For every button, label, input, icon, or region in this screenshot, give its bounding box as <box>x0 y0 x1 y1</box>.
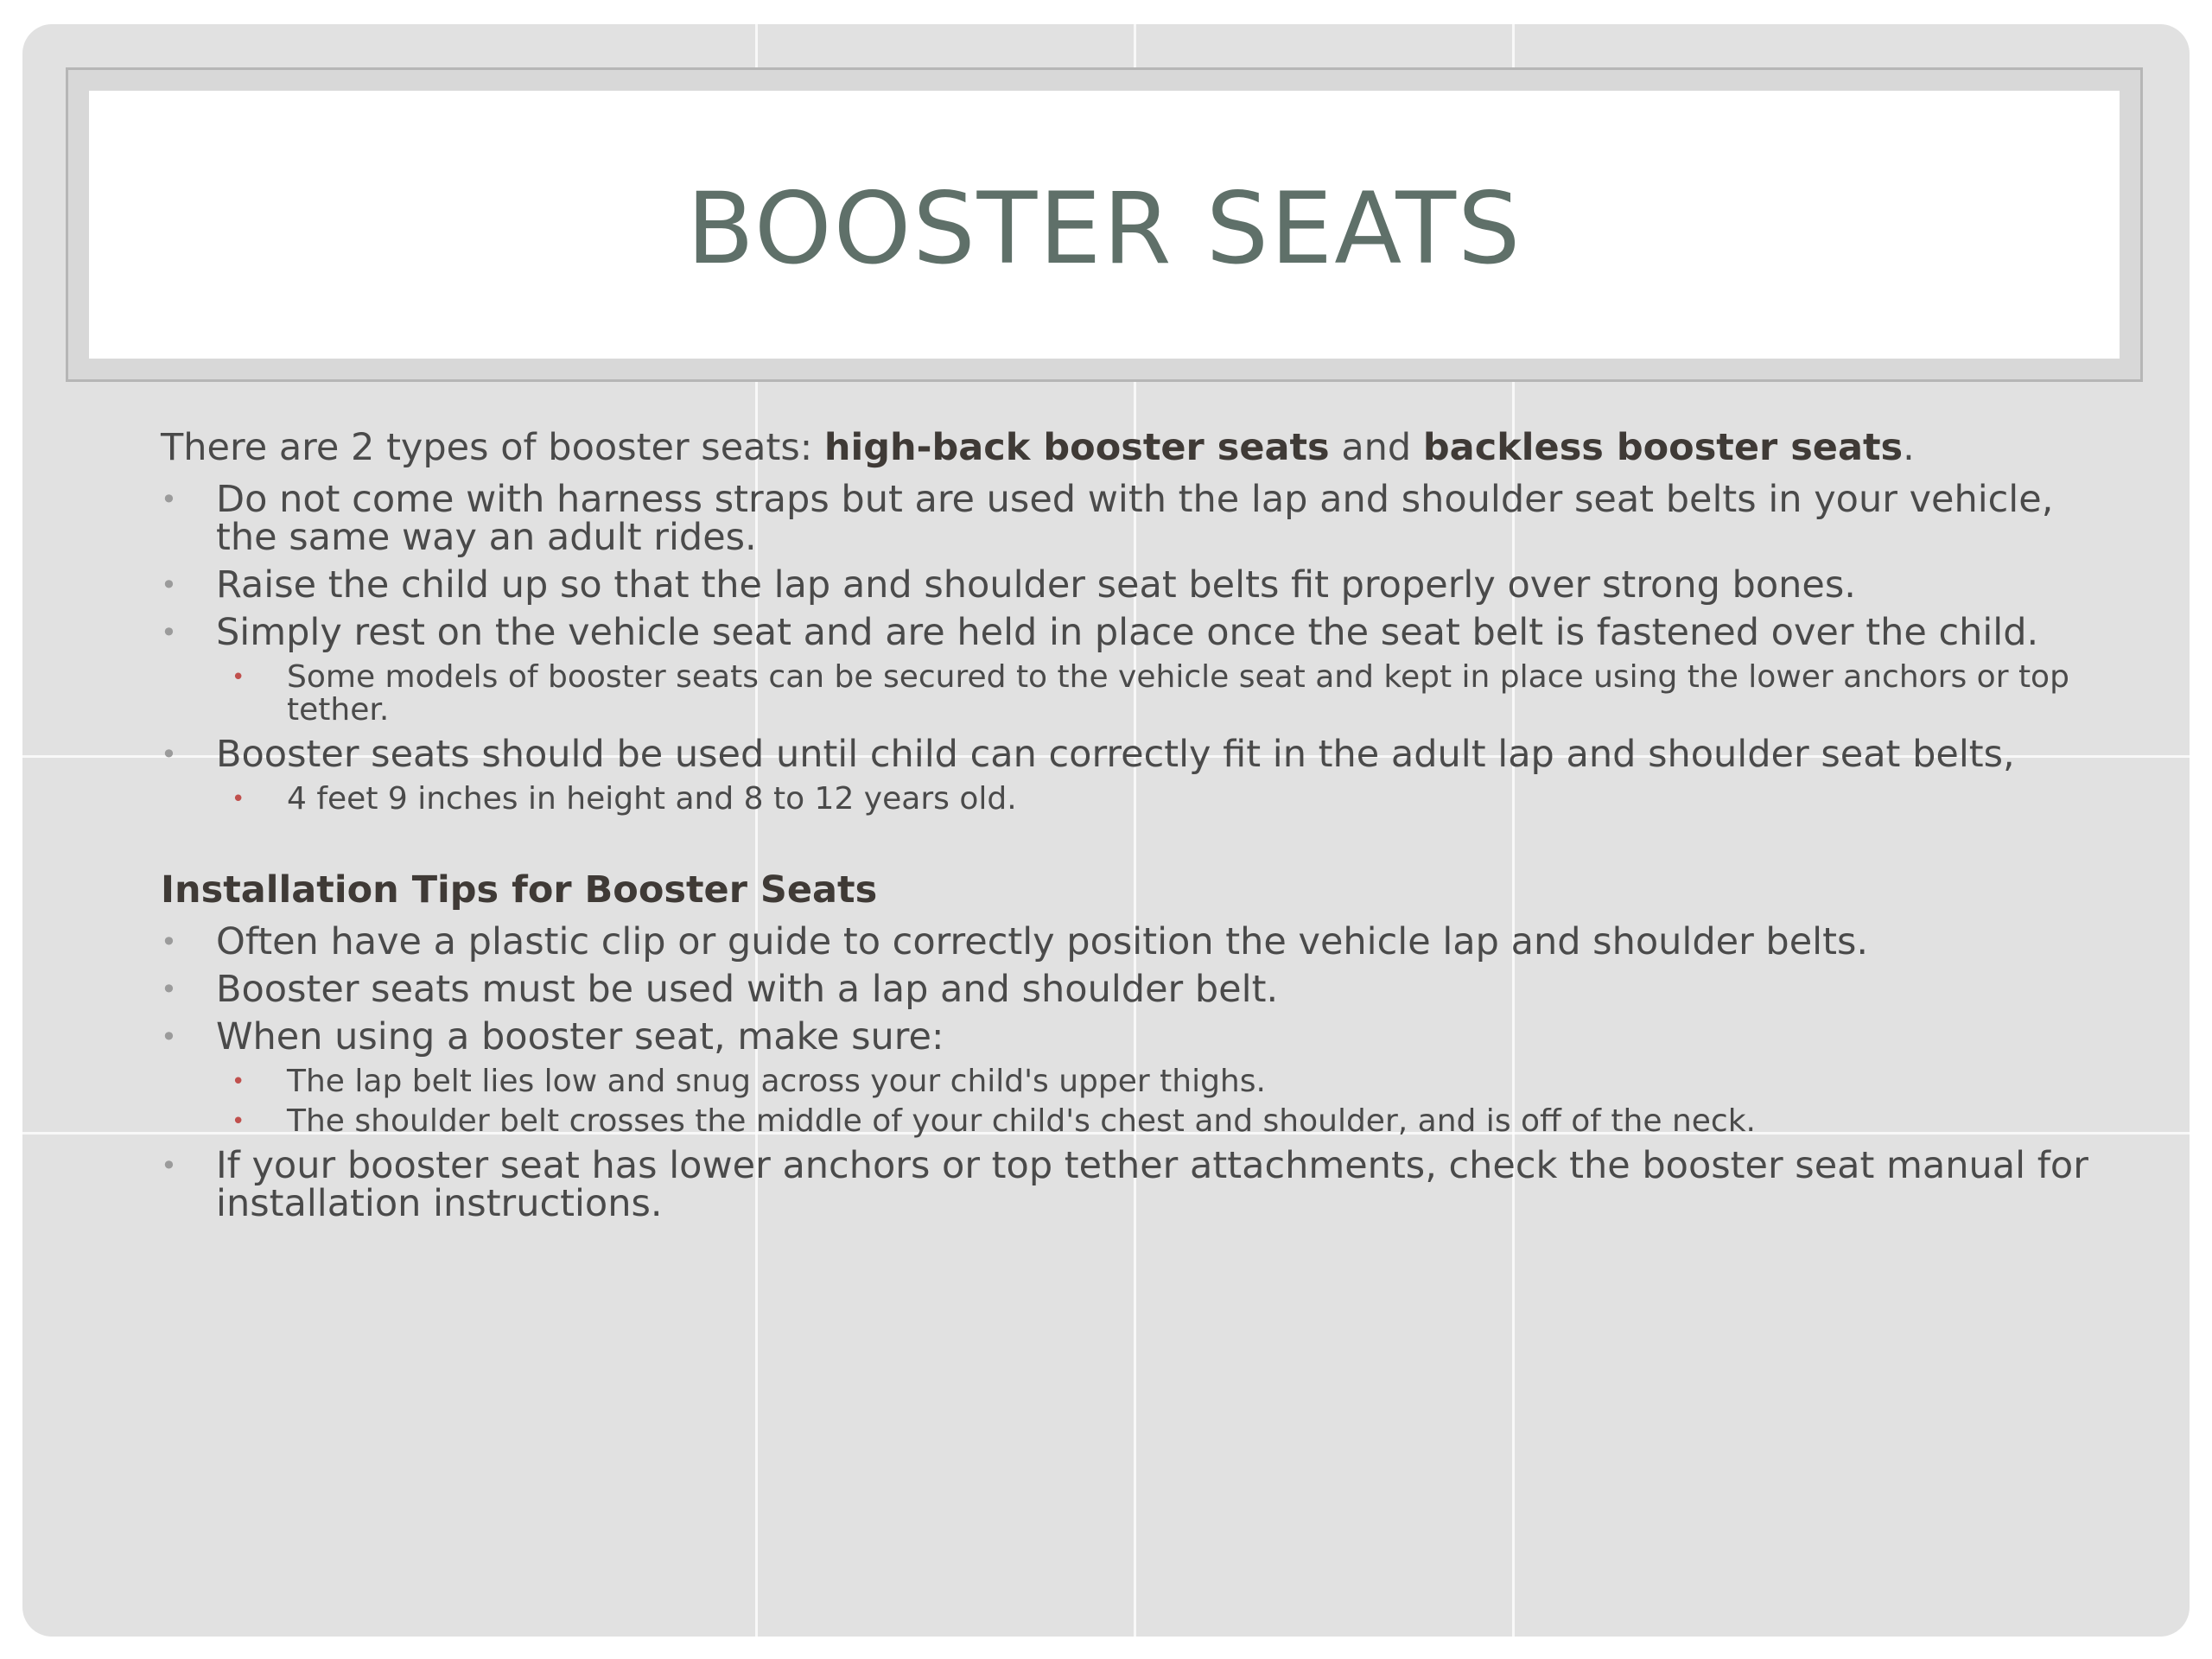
list-item: • Booster seats should be used until child can correctly fit in the adult lap and shoulder seat belts, <box>161 735 2096 773</box>
title-frame <box>66 67 2143 382</box>
intro-bold-backless: backless booster seats <box>1422 426 1904 469</box>
section-heading-text: Installation Tips for Booster Seats <box>161 868 878 912</box>
list-item: • Booster seats must be used with a lap and shoulder belt. <box>161 970 2096 1008</box>
intro-prefix: There are 2 types of booster seats: <box>161 426 824 469</box>
intro-middle: and <box>1329 426 1423 469</box>
booster-types-list <box>161 480 2096 816</box>
list-item: • Simply rest on the vehicle seat and are held in place once the seat belt is fastened over the child. <box>161 613 2096 652</box>
sub-list-item: • 4 feet 9 inches in height and 8 to 12 years old. <box>161 783 2096 816</box>
list-item: • Often have a plastic clip or guide to correctly position the vehicle lap and shoulder belts. <box>161 923 2096 961</box>
list-item: • Raise the child up so that the lap and shoulder seat belts fit properly over strong bones. <box>161 566 2096 604</box>
title-box <box>89 91 2120 359</box>
intro-paragraph <box>161 423 2096 472</box>
sub-list-item: • The lap belt lies low and snug across your child's upper thighs. <box>161 1065 2096 1098</box>
list-item: • When using a booster seat, make sure: <box>161 1018 2096 1056</box>
sub-list-item: • Some models of booster seats can be secured to the vehicle seat and kept in place using the lower anchors or top tether. <box>161 661 2096 727</box>
list-item: • If your booster seat has lower anchors or top tether attachments, check the booster seat manual for installation instructions. <box>161 1147 2096 1223</box>
slide <box>22 24 2190 1637</box>
intro-bold-high-back: high-back booster seats <box>823 426 1330 469</box>
slide-body <box>161 423 2096 1232</box>
installation-tips-list <box>161 920 2096 1225</box>
intro-suffix: . <box>1903 426 1915 469</box>
slide-title: BOOSTER SEATS <box>686 170 1522 286</box>
list-item: • Do not come with harness straps but are used with the lap and shoulder seat belts in your vehicle, the same way an adult rides. <box>161 480 2096 556</box>
section-heading <box>161 866 2096 914</box>
sub-list-item: • The shoulder belt crosses the middle of your child's chest and shoulder, and is off of the neck. <box>161 1105 2096 1138</box>
